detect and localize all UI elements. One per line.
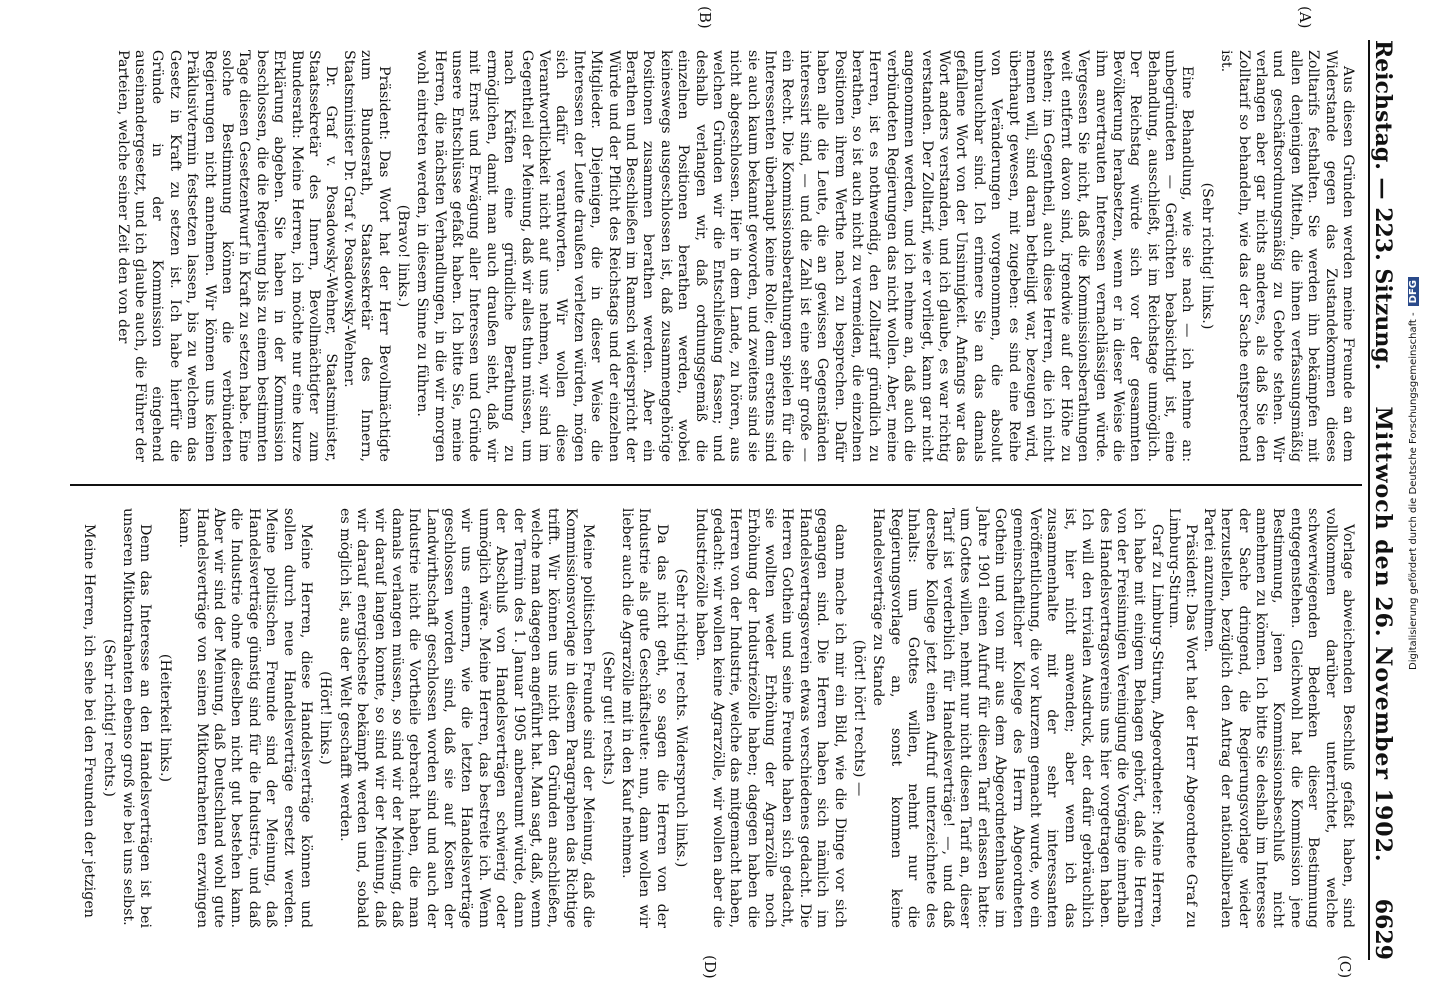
paragraph: Meine Herren, ich sehe bei den Freunden der jetzigen xyxy=(81,524,98,918)
interjection: (Sehr gut! rechts.) xyxy=(599,650,616,786)
interjection: (hört! hört! rechts) — xyxy=(851,639,868,797)
header-left: Reichstag. — 223. Sitzung. xyxy=(1370,40,1396,371)
paragraph: Meine Herren, diese Handelsverträge können und sollen durch neue Handelsverträge ersetzt werden. Meine politischen Freunde sind der Meinung, daß Handelsverträge günstig sind für die Industrie, und daß die Industrie ohne dieselben nicht gut bestehen kann. Aber wir sind der Meinung, daß Deutschland wohl gute Handelsverträge von seinen Mitkontrahenten erzwingen kann. xyxy=(176,508,314,928)
digitization-watermark xyxy=(1408,10,1428,670)
margin-marker-a: (A) xyxy=(1296,6,1314,29)
paragraph: Eine Behandlung, wie sie nach — ich nehme an: unbegründeten — Gerüchten beabsichtigt ist, eine Behandlung, ausschließt, ist im Reichstage unmöglich. Der Reichstag würde sich vor der gesammten Bevölkerung herabsetzen, wenn er in dieser Weise die ihm anvertrauten Interessen vernachlässigen würde. Vergessen Sie nicht, daß die Kommissionsberathungen weit entfernt davon sind, irgendwie auf der Höhe zu stehen; im Gegentheil, auch diese Herren, die ich nicht nennen will, sind daran betheiligt war, bezeugen wird, überhaupt gewesen, mit zugeben: es sind eine Reihe von Veränderungen vorgenommen, die absolut unbrauchbar sind. Ich erinnere Sie an das damals gefallene Wort von der Unsinnigkeit. Anfangs war das Wort anders verstanden, und ich glaube, es war richtig verstanden. Der Zolltarif, wie er vorliegt, kann gar nicht angenommen werden, und ich nehme an, daß auch die verbündeten Regierungen das nicht wollen. Aber, meine Herren, ist es nothwendig, den Zolltarif gründlich zu berathen, so ist auch nicht zu vermeiden, die einzelnen Positionen ihrem Werthe nach zu besprechen. Dafür haben alle die Leute, die an gewissen Gegenständen interessirt sind, — und die Zahl ist eine sehr große — ein Recht. Die Kommissionsberathungen spielen für die Interessenten überhaupt keine Rolle; denn erstens sind sie auch kaum bekannt geworden, und zweitens sind sie nicht abgeschlossen. Hier in dem Lande, zu hören, aus welchen Gründen wir die Entschließung fassen; und deshalb verlangen wir, daß ordnungsgemäß die einzelnen Positionen berathen werden, wobei keineswegs ausgeschlossen ist, daß zusammengehörige Positionen zusammen berathen werden. Aber ein Berathen und Beschließen im Ramsch widerspricht der Würde und der Pflicht des Reichstags und der einzelnen Mitglieder. Diejenigen, die in dieser Weise die Interessen der Leute draußen verletzen würden, mögen sich dafür verantworten. Wir wollen diese Verantwortlichkeit nicht auf uns nehmen, wir sind im Gegentheil der Meinung, daß wir alles thun müssen, um nach Kräften eine gründliche Berathung zu ermöglichen, damit man auch draußen sieht, daß wir mit Ernst und Erwägung aller Interessen und Gründe unsere Entschlüsse gefaßt haben. Ich bitte Sie, meine Herren, die nächsten Verhandlungen, in die wir morgen wohl eintreten werden, in diesem Sinne zu führen. xyxy=(414,50,1196,462)
paragraph: Vorlage abweichenden Beschluß gefaßt haben, sind vollkommen darüber unterrichtet, welche schwerwiegenden Bedenken dieser Bestimmung entgegenstehen. Gleichwohl hat die Kommission jene Bestimmung, jenen Kommissionsbeschluß nicht annehmen zu können. Ich bitte Sie deshalb im Interesse der Sache dringend, die Regierungsvorlage wieder herzustellen, bezüglich den Antrag der nationalliberalen Partei anzunehmen. xyxy=(1200,508,1356,928)
interjection: (Sehr richtig! rechts. Widerspruch links.) xyxy=(673,568,690,868)
interjection: (Bravo! links.) xyxy=(394,204,411,308)
watermark-text: Digitalisierung gefördert durch die Deutsche Forschungsgemeinschaft - xyxy=(1408,312,1419,670)
margin-marker-c: (C) xyxy=(1336,955,1354,979)
page-number: 6629 xyxy=(1370,898,1396,960)
interjection: (Sehr richtig! rechts.) xyxy=(100,639,117,797)
column-divider xyxy=(70,484,1362,486)
paragraph: Dr. Graf v. Posadowsky-Wehner, Staatsminister, Staatssekretär des Innern, Bevollmächtigter zum Bundesrath: Meine Herren, ich möchte nur eine kurze Erklärung abgeben. Sie haben in der Kommission beschlossen, die die Regierung bis zu einem bestimmten Tage diesen Gesetzentwurf in Kraft zu setzen habe. Eine solche Bestimmung können die verbündeten Regierungen nicht annehmen. Wir können uns keinen Präklusivtermin festsetzen lassen, bis zu welchem das Gesetz in Kraft zu setzen ist. Ich habe hierfür die Gründe in der Kommission eingehend auseinandergesetzt, und ich glaube auch, die Führer der Parteien, welche seiner Zeit den von der xyxy=(114,50,340,462)
paragraph: Meine politischen Freunde sind der Meinung, daß die Kommissionsvorlage in diesem Paragraphen das Richtige trifft. Wir können uns nicht den Gründen anschließen, welche man dagegen angeführt hat. Man sagt, daß, wenn der Termin des 1. Januar 1905 anberaumt würde, dann der Abschluß von Handelsverträgen schwierig oder unmöglich wäre. Meine Herren, das bestreite ich. Wenn wir uns erinnern, wie die letzten Handelsverträge geschlossen worden sind, daß sie auf Kosten der Landwirthschaft geschlossen worden sind und auch der Industrie nicht die Vortheile gebracht haben, die man damals verlangen müssen, so sind wir der Meinung, daß wir darauf langen konnte, so sind wir der Meinung, daß wir darauf energischeste bekämpft werden und, sobald es möglich ist, aus der Welt geschafft werden. xyxy=(336,508,597,928)
margin-marker-b: (B) xyxy=(696,6,714,29)
paragraph: Präsident: Das Wort hat der Herr Abgeordnete Graf zu Limburg-Stirum. xyxy=(1166,508,1200,928)
header-date: Mittwoch den 26. November 1902. xyxy=(1370,406,1396,863)
paragraph: Graf zu Limburg-Stirum, Abgeordneter: Meine Herren, ich habe mit einigem Behagen gehört, daß die Herren von der Freisinnigen Vereinigung die Vorgänge innerhalb des Handelsvertragsvereins uns hier vorgetragen haben. Ich will den trivialen Ausdruck, der dafür gebräuchlich ist, hier nicht anwenden; aber wenn ich das zusammenhalte mit der sehr interessanten Veröffentlichung, die vor kurzem gemacht wurde, wo ein gemeinschaftlicher Kollege des Herrn Abgeordneten Gothein und von mir aus dem Abgeordnetenhause im Jahre 1901 einen Aufruf für diesen Tarif erlassen hatte: um Gottes willen, nehmt nur nicht diesen Tarif an, dieser Tarif ist verderblich für Handelsverträge! —, und daß derselbe Kollege jetzt einen Aufruf unterzeichnete des Inhalts: um Gottes willen, nehmt nur die Regierungsvorlage an, sonst kommen keine Handelsverträge zu Stande xyxy=(870,508,1165,928)
paragraph: Präsident: Das Wort hat der Herr Bevollmächtigte zum Bundesrath, Staatssekretär des Innern, Staatsminister Dr. Graf v. Posadowsky-Wehner. xyxy=(340,50,392,462)
paragraph: Aus diesen Gründen werden meine Freunde an dem Widerstande gegen das Zustandekommen dieses Zolltarifs festhalten. Sie werden ihn bekämpfen mit allen denjenigen Mitteln, die ihnen verfassungsmäßig und geschäftsordnungsmäßig zu Gebote stehen. Wir verlangen aber gar nichts anderes, als daß Sie den Zolltarif so behandeln, wie das der Sache entsprechend ist. xyxy=(1218,50,1356,462)
margin-marker-d: (D) xyxy=(701,955,719,979)
dfg-logo: DFG xyxy=(1408,277,1419,306)
paragraph: Da das nicht geht, so sagen die Herren von der Industrie als gute Geschäftsleute: nun, dann wollen wir lieber auch die Agrarzölle mit in den Kauf nehmen. xyxy=(618,508,670,928)
text-column-right xyxy=(70,508,1356,928)
paragraph: dann mache ich mir ein Bild, wie die Dinge vor sich gegangen sind. Die Herren haben sich nämlich im Handelsvertragsverein etwas verschiedenes gedacht. Die Herren Gothein und seine Freunde haben sich gedacht, sie wollten weder Erhöhung der Agrarzölle noch Erhöhung der Industriezölle haben; dagegen haben die Herren von der Industrie, welche das mitgemacht haben, gedacht: wir wollen keine Agrarzölle, wir wollen aber die Industriezölle haben. xyxy=(692,508,848,928)
interjection: (Sehr richtig! links.) xyxy=(1198,182,1215,330)
interjection: (Heiterkeit links.) xyxy=(156,653,173,783)
paragraph: Denn das Interesse an den Handelsverträgen ist bei unseren Mitkontrahenten ebenso groß wie bei uns selbst. xyxy=(120,508,154,928)
text-column-left xyxy=(70,50,1356,462)
page-header xyxy=(1368,40,1406,960)
interjection: (Hört! links.) xyxy=(317,671,334,765)
